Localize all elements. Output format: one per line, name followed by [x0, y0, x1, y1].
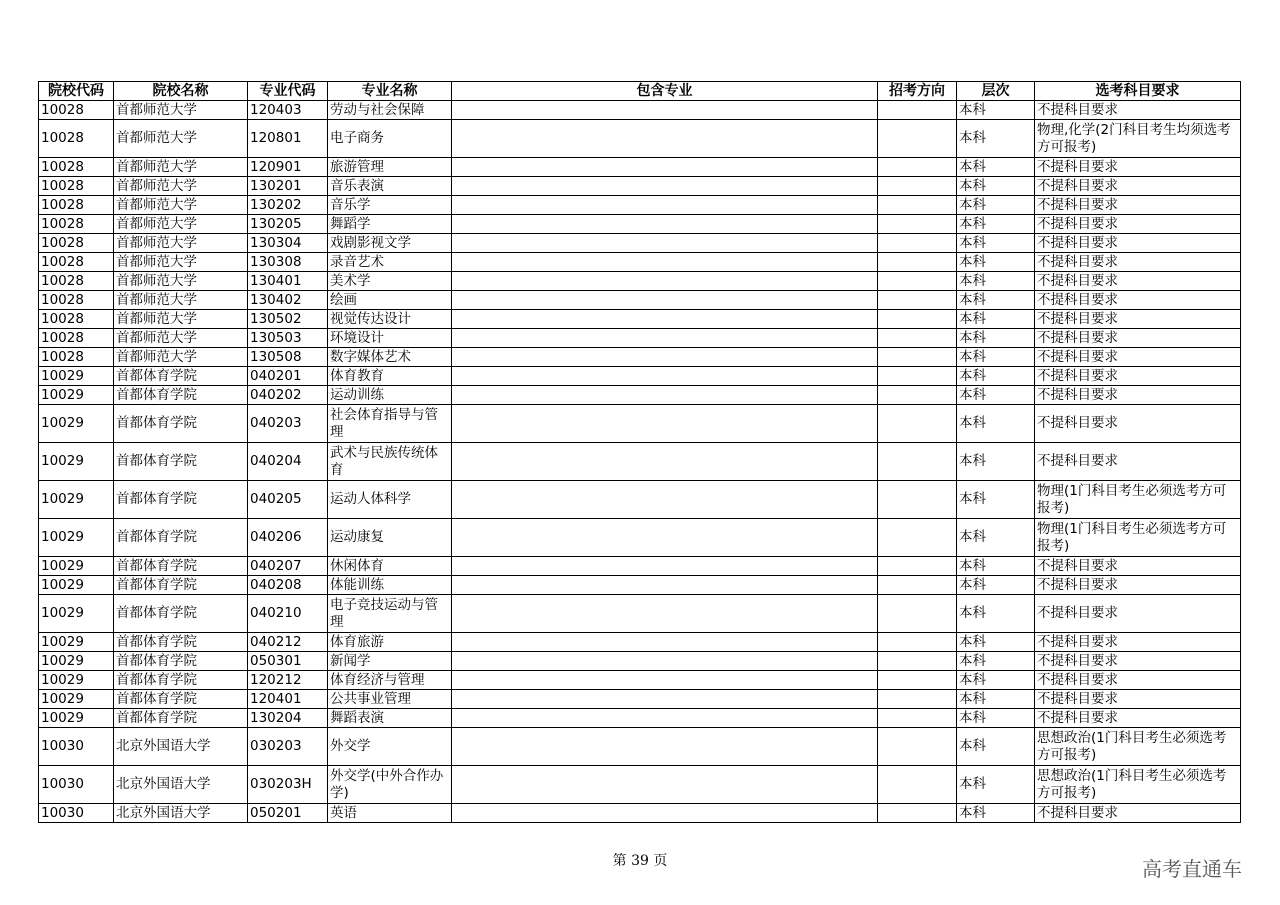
cell-school-name: 首都师范大学	[114, 253, 248, 272]
cell-exam-direction	[878, 443, 957, 481]
cell-school-code: 10028	[39, 120, 114, 158]
cell-major-name: 体育经济与管理	[328, 671, 452, 690]
header-major-name: 专业名称	[328, 82, 452, 101]
cell-major-code: 040208	[248, 576, 328, 595]
cell-major-name: 体育旅游	[328, 633, 452, 652]
cell-included-majors	[452, 595, 878, 633]
cell-included-majors	[452, 405, 878, 443]
cell-level: 本科	[957, 709, 1035, 728]
table-row	[39, 671, 1241, 690]
cell-level: 本科	[957, 234, 1035, 253]
cell-exam-direction	[878, 576, 957, 595]
cell-subject-requirement: 不提科目要求	[1035, 367, 1241, 386]
cell-level: 本科	[957, 196, 1035, 215]
cell-school-name: 首都师范大学	[114, 234, 248, 253]
cell-exam-direction	[878, 291, 957, 310]
cell-school-name: 首都体育学院	[114, 443, 248, 481]
cell-exam-direction	[878, 272, 957, 291]
cell-level: 本科	[957, 519, 1035, 557]
cell-school-code: 10028	[39, 234, 114, 253]
cell-included-majors	[452, 158, 878, 177]
table-row	[39, 595, 1241, 633]
cell-exam-direction	[878, 690, 957, 709]
cell-subject-requirement: 思想政治(1门科目考生必须选考方可报考)	[1035, 728, 1241, 766]
cell-subject-requirement: 不提科目要求	[1035, 386, 1241, 405]
cell-school-name: 首都体育学院	[114, 481, 248, 519]
cell-school-code: 10030	[39, 766, 114, 804]
header-level: 层次	[957, 82, 1035, 101]
cell-major-name: 新闻学	[328, 652, 452, 671]
cell-major-code: 040204	[248, 443, 328, 481]
cell-level: 本科	[957, 272, 1035, 291]
cell-school-code: 10029	[39, 652, 114, 671]
table-row	[39, 709, 1241, 728]
cell-school-name: 首都师范大学	[114, 329, 248, 348]
cell-major-name: 公共事业管理	[328, 690, 452, 709]
table-row	[39, 101, 1241, 120]
cell-level: 本科	[957, 291, 1035, 310]
cell-major-code: 130401	[248, 272, 328, 291]
header-exam-direction: 招考方向	[878, 82, 957, 101]
cell-school-code: 10029	[39, 367, 114, 386]
cell-subject-requirement: 不提科目要求	[1035, 576, 1241, 595]
cell-major-code: 130402	[248, 291, 328, 310]
cell-major-code: 040212	[248, 633, 328, 652]
cell-included-majors	[452, 766, 878, 804]
cell-major-name: 体育教育	[328, 367, 452, 386]
cell-major-name: 音乐学	[328, 196, 452, 215]
cell-level: 本科	[957, 652, 1035, 671]
cell-school-name: 首都体育学院	[114, 386, 248, 405]
cell-included-majors	[452, 804, 878, 823]
cell-school-name: 首都体育学院	[114, 690, 248, 709]
cell-subject-requirement: 不提科目要求	[1035, 310, 1241, 329]
cell-level: 本科	[957, 405, 1035, 443]
cell-major-name: 电子竞技运动与管理	[328, 595, 452, 633]
cell-major-code: 040201	[248, 367, 328, 386]
cell-included-majors	[452, 728, 878, 766]
cell-exam-direction	[878, 234, 957, 253]
cell-school-code: 10029	[39, 405, 114, 443]
cell-school-code: 10028	[39, 253, 114, 272]
table-header-row	[39, 82, 1241, 101]
cell-school-name: 首都师范大学	[114, 177, 248, 196]
cell-school-name: 首都体育学院	[114, 405, 248, 443]
cell-major-name: 电子商务	[328, 120, 452, 158]
cell-exam-direction	[878, 652, 957, 671]
cell-level: 本科	[957, 633, 1035, 652]
cell-exam-direction	[878, 310, 957, 329]
cell-level: 本科	[957, 766, 1035, 804]
table-row	[39, 291, 1241, 310]
cell-major-name: 舞蹈表演	[328, 709, 452, 728]
cell-school-code: 10029	[39, 690, 114, 709]
cell-subject-requirement: 不提科目要求	[1035, 557, 1241, 576]
cell-included-majors	[452, 329, 878, 348]
cell-included-majors	[452, 519, 878, 557]
cell-major-name: 数字媒体艺术	[328, 348, 452, 367]
table-row	[39, 158, 1241, 177]
cell-school-code: 10029	[39, 557, 114, 576]
cell-included-majors	[452, 310, 878, 329]
cell-major-name: 旅游管理	[328, 158, 452, 177]
cell-major-code: 050301	[248, 652, 328, 671]
cell-major-name: 体能训练	[328, 576, 452, 595]
cell-school-name: 首都师范大学	[114, 310, 248, 329]
cell-school-name: 首都体育学院	[114, 709, 248, 728]
cell-school-code: 10029	[39, 576, 114, 595]
table-row	[39, 348, 1241, 367]
cell-major-code: 040207	[248, 557, 328, 576]
table-row	[39, 652, 1241, 671]
cell-school-name: 首都师范大学	[114, 120, 248, 158]
cell-school-name: 首都体育学院	[114, 557, 248, 576]
cell-major-code: 050201	[248, 804, 328, 823]
cell-exam-direction	[878, 557, 957, 576]
cell-school-code: 10028	[39, 196, 114, 215]
cell-major-code: 120801	[248, 120, 328, 158]
cell-major-name: 运动人体科学	[328, 481, 452, 519]
table-row	[39, 481, 1241, 519]
cell-school-code: 10029	[39, 671, 114, 690]
cell-school-code: 10028	[39, 272, 114, 291]
cell-subject-requirement: 不提科目要求	[1035, 177, 1241, 196]
cell-subject-requirement: 不提科目要求	[1035, 272, 1241, 291]
cell-school-code: 10030	[39, 728, 114, 766]
cell-school-code: 10029	[39, 443, 114, 481]
cell-major-name: 社会体育指导与管理	[328, 405, 452, 443]
cell-school-name: 首都师范大学	[114, 196, 248, 215]
cell-exam-direction	[878, 481, 957, 519]
cell-subject-requirement: 不提科目要求	[1035, 405, 1241, 443]
cell-included-majors	[452, 253, 878, 272]
table-row	[39, 177, 1241, 196]
cell-major-code: 030203	[248, 728, 328, 766]
cell-major-name: 环境设计	[328, 329, 452, 348]
cell-major-code: 030203H	[248, 766, 328, 804]
cell-subject-requirement: 不提科目要求	[1035, 804, 1241, 823]
cell-included-majors	[452, 671, 878, 690]
cell-level: 本科	[957, 576, 1035, 595]
cell-subject-requirement: 物理(1门科目考生必须选考方可报考)	[1035, 519, 1241, 557]
cell-school-code: 10028	[39, 158, 114, 177]
cell-included-majors	[452, 272, 878, 291]
table-row	[39, 519, 1241, 557]
table-row	[39, 329, 1241, 348]
cell-subject-requirement: 不提科目要求	[1035, 196, 1241, 215]
cell-level: 本科	[957, 671, 1035, 690]
cell-major-code: 120901	[248, 158, 328, 177]
cell-included-majors	[452, 234, 878, 253]
cell-major-name: 运动训练	[328, 386, 452, 405]
cell-level: 本科	[957, 443, 1035, 481]
cell-level: 本科	[957, 253, 1035, 272]
cell-school-name: 首都体育学院	[114, 671, 248, 690]
cell-major-name: 视觉传达设计	[328, 310, 452, 329]
cell-school-code: 10028	[39, 101, 114, 120]
cell-school-code: 10028	[39, 291, 114, 310]
cell-level: 本科	[957, 329, 1035, 348]
cell-school-name: 首都师范大学	[114, 272, 248, 291]
table-row	[39, 405, 1241, 443]
table-row	[39, 272, 1241, 291]
cell-school-code: 10028	[39, 348, 114, 367]
table-row	[39, 728, 1241, 766]
cell-included-majors	[452, 101, 878, 120]
header-major-code: 专业代码	[248, 82, 328, 101]
cell-major-name: 外交学	[328, 728, 452, 766]
cell-school-code: 10028	[39, 310, 114, 329]
cell-exam-direction	[878, 804, 957, 823]
cell-exam-direction	[878, 348, 957, 367]
cell-major-name: 外交学(中外合作办学)	[328, 766, 452, 804]
cell-subject-requirement: 不提科目要求	[1035, 671, 1241, 690]
cell-included-majors	[452, 443, 878, 481]
cell-subject-requirement: 物理(1门科目考生必须选考方可报考)	[1035, 481, 1241, 519]
cell-major-code: 130202	[248, 196, 328, 215]
table-row	[39, 690, 1241, 709]
table-row	[39, 196, 1241, 215]
cell-exam-direction	[878, 101, 957, 120]
cell-school-name: 首都师范大学	[114, 291, 248, 310]
cell-subject-requirement: 物理,化学(2门科目考生均须选考方可报考)	[1035, 120, 1241, 158]
cell-school-name: 首都体育学院	[114, 595, 248, 633]
cell-level: 本科	[957, 101, 1035, 120]
cell-exam-direction	[878, 329, 957, 348]
cell-school-code: 10029	[39, 709, 114, 728]
cell-exam-direction	[878, 766, 957, 804]
table-row	[39, 557, 1241, 576]
cell-exam-direction	[878, 253, 957, 272]
cell-subject-requirement: 思想政治(1门科目考生必须选考方可报考)	[1035, 766, 1241, 804]
cell-subject-requirement: 不提科目要求	[1035, 101, 1241, 120]
cell-exam-direction	[878, 196, 957, 215]
cell-major-code: 120401	[248, 690, 328, 709]
cell-major-code: 130308	[248, 253, 328, 272]
cell-major-code: 040203	[248, 405, 328, 443]
cell-major-code: 040206	[248, 519, 328, 557]
table-row	[39, 804, 1241, 823]
cell-major-code: 040202	[248, 386, 328, 405]
cell-exam-direction	[878, 177, 957, 196]
cell-subject-requirement: 不提科目要求	[1035, 234, 1241, 253]
table-row	[39, 386, 1241, 405]
header-school-code: 院校代码	[39, 82, 114, 101]
cell-major-name: 音乐表演	[328, 177, 452, 196]
cell-included-majors	[452, 386, 878, 405]
table-row	[39, 253, 1241, 272]
cell-school-code: 10028	[39, 215, 114, 234]
page-number: 第 39 页	[612, 853, 668, 869]
table-row	[39, 310, 1241, 329]
cell-major-name: 录音艺术	[328, 253, 452, 272]
cell-school-code: 10028	[39, 329, 114, 348]
cell-major-name: 劳动与社会保障	[328, 101, 452, 120]
cell-school-name: 首都体育学院	[114, 633, 248, 652]
cell-included-majors	[452, 215, 878, 234]
header-included-majors: 包含专业	[452, 82, 878, 101]
cell-subject-requirement: 不提科目要求	[1035, 652, 1241, 671]
table-row	[39, 766, 1241, 804]
cell-exam-direction	[878, 519, 957, 557]
cell-school-code: 10029	[39, 519, 114, 557]
cell-school-name: 首都师范大学	[114, 215, 248, 234]
cell-school-code: 10030	[39, 804, 114, 823]
cell-school-code: 10029	[39, 595, 114, 633]
cell-major-code: 130508	[248, 348, 328, 367]
cell-major-code: 130205	[248, 215, 328, 234]
cell-major-name: 舞蹈学	[328, 215, 452, 234]
table-row	[39, 215, 1241, 234]
cell-major-name: 绘画	[328, 291, 452, 310]
cell-included-majors	[452, 177, 878, 196]
cell-major-name: 运动康复	[328, 519, 452, 557]
cell-major-code: 130502	[248, 310, 328, 329]
cell-exam-direction	[878, 709, 957, 728]
cell-subject-requirement: 不提科目要求	[1035, 215, 1241, 234]
table-row	[39, 234, 1241, 253]
cell-level: 本科	[957, 158, 1035, 177]
cell-level: 本科	[957, 348, 1035, 367]
cell-subject-requirement: 不提科目要求	[1035, 158, 1241, 177]
cell-school-name: 首都体育学院	[114, 652, 248, 671]
cell-major-code: 120403	[248, 101, 328, 120]
cell-level: 本科	[957, 728, 1035, 766]
cell-major-code: 040205	[248, 481, 328, 519]
cell-major-code: 120212	[248, 671, 328, 690]
cell-school-name: 首都体育学院	[114, 367, 248, 386]
cell-school-name: 首都体育学院	[114, 519, 248, 557]
cell-level: 本科	[957, 481, 1035, 519]
table-row	[39, 633, 1241, 652]
cell-included-majors	[452, 481, 878, 519]
cell-subject-requirement: 不提科目要求	[1035, 348, 1241, 367]
cell-major-code: 130304	[248, 234, 328, 253]
cell-included-majors	[452, 576, 878, 595]
header-subject-requirement: 选考科目要求	[1035, 82, 1241, 101]
cell-major-name: 休闲体育	[328, 557, 452, 576]
cell-subject-requirement: 不提科目要求	[1035, 709, 1241, 728]
cell-included-majors	[452, 196, 878, 215]
cell-included-majors	[452, 652, 878, 671]
cell-school-code: 10029	[39, 481, 114, 519]
cell-major-name: 武术与民族传统体育	[328, 443, 452, 481]
cell-level: 本科	[957, 386, 1035, 405]
cell-subject-requirement: 不提科目要求	[1035, 690, 1241, 709]
cell-school-name: 北京外国语大学	[114, 804, 248, 823]
cell-included-majors	[452, 557, 878, 576]
cell-school-name: 北京外国语大学	[114, 766, 248, 804]
cell-major-code: 040210	[248, 595, 328, 633]
table-row	[39, 576, 1241, 595]
header-school-name: 院校名称	[114, 82, 248, 101]
cell-level: 本科	[957, 557, 1035, 576]
cell-level: 本科	[957, 367, 1035, 386]
cell-exam-direction	[878, 386, 957, 405]
watermark: 高考直通车	[1142, 857, 1242, 881]
cell-subject-requirement: 不提科目要求	[1035, 329, 1241, 348]
cell-included-majors	[452, 291, 878, 310]
cell-subject-requirement: 不提科目要求	[1035, 443, 1241, 481]
cell-major-name: 英语	[328, 804, 452, 823]
cell-level: 本科	[957, 177, 1035, 196]
cell-major-code: 130503	[248, 329, 328, 348]
cell-included-majors	[452, 120, 878, 158]
cell-school-code: 10029	[39, 386, 114, 405]
cell-major-code: 130204	[248, 709, 328, 728]
cell-level: 本科	[957, 215, 1035, 234]
cell-exam-direction	[878, 405, 957, 443]
cell-school-code: 10029	[39, 633, 114, 652]
cell-included-majors	[452, 367, 878, 386]
table-row	[39, 443, 1241, 481]
table-row	[39, 367, 1241, 386]
cell-exam-direction	[878, 671, 957, 690]
cell-school-name: 首都师范大学	[114, 101, 248, 120]
cell-exam-direction	[878, 120, 957, 158]
cell-subject-requirement: 不提科目要求	[1035, 291, 1241, 310]
cell-exam-direction	[878, 595, 957, 633]
cell-included-majors	[452, 709, 878, 728]
cell-school-name: 北京外国语大学	[114, 728, 248, 766]
cell-school-name: 首都体育学院	[114, 576, 248, 595]
cell-subject-requirement: 不提科目要求	[1035, 595, 1241, 633]
admission-requirements-table	[38, 81, 1241, 823]
cell-level: 本科	[957, 690, 1035, 709]
cell-school-name: 首都师范大学	[114, 158, 248, 177]
cell-exam-direction	[878, 633, 957, 652]
cell-level: 本科	[957, 595, 1035, 633]
table-row	[39, 120, 1241, 158]
cell-level: 本科	[957, 804, 1035, 823]
cell-included-majors	[452, 690, 878, 709]
cell-level: 本科	[957, 310, 1035, 329]
cell-major-name: 美术学	[328, 272, 452, 291]
cell-exam-direction	[878, 728, 957, 766]
cell-included-majors	[452, 633, 878, 652]
cell-subject-requirement: 不提科目要求	[1035, 253, 1241, 272]
cell-subject-requirement: 不提科目要求	[1035, 633, 1241, 652]
cell-school-name: 首都师范大学	[114, 348, 248, 367]
cell-level: 本科	[957, 120, 1035, 158]
cell-school-code: 10028	[39, 177, 114, 196]
cell-exam-direction	[878, 215, 957, 234]
cell-major-code: 130201	[248, 177, 328, 196]
cell-included-majors	[452, 348, 878, 367]
cell-exam-direction	[878, 367, 957, 386]
cell-exam-direction	[878, 158, 957, 177]
cell-major-name: 戏剧影视文学	[328, 234, 452, 253]
